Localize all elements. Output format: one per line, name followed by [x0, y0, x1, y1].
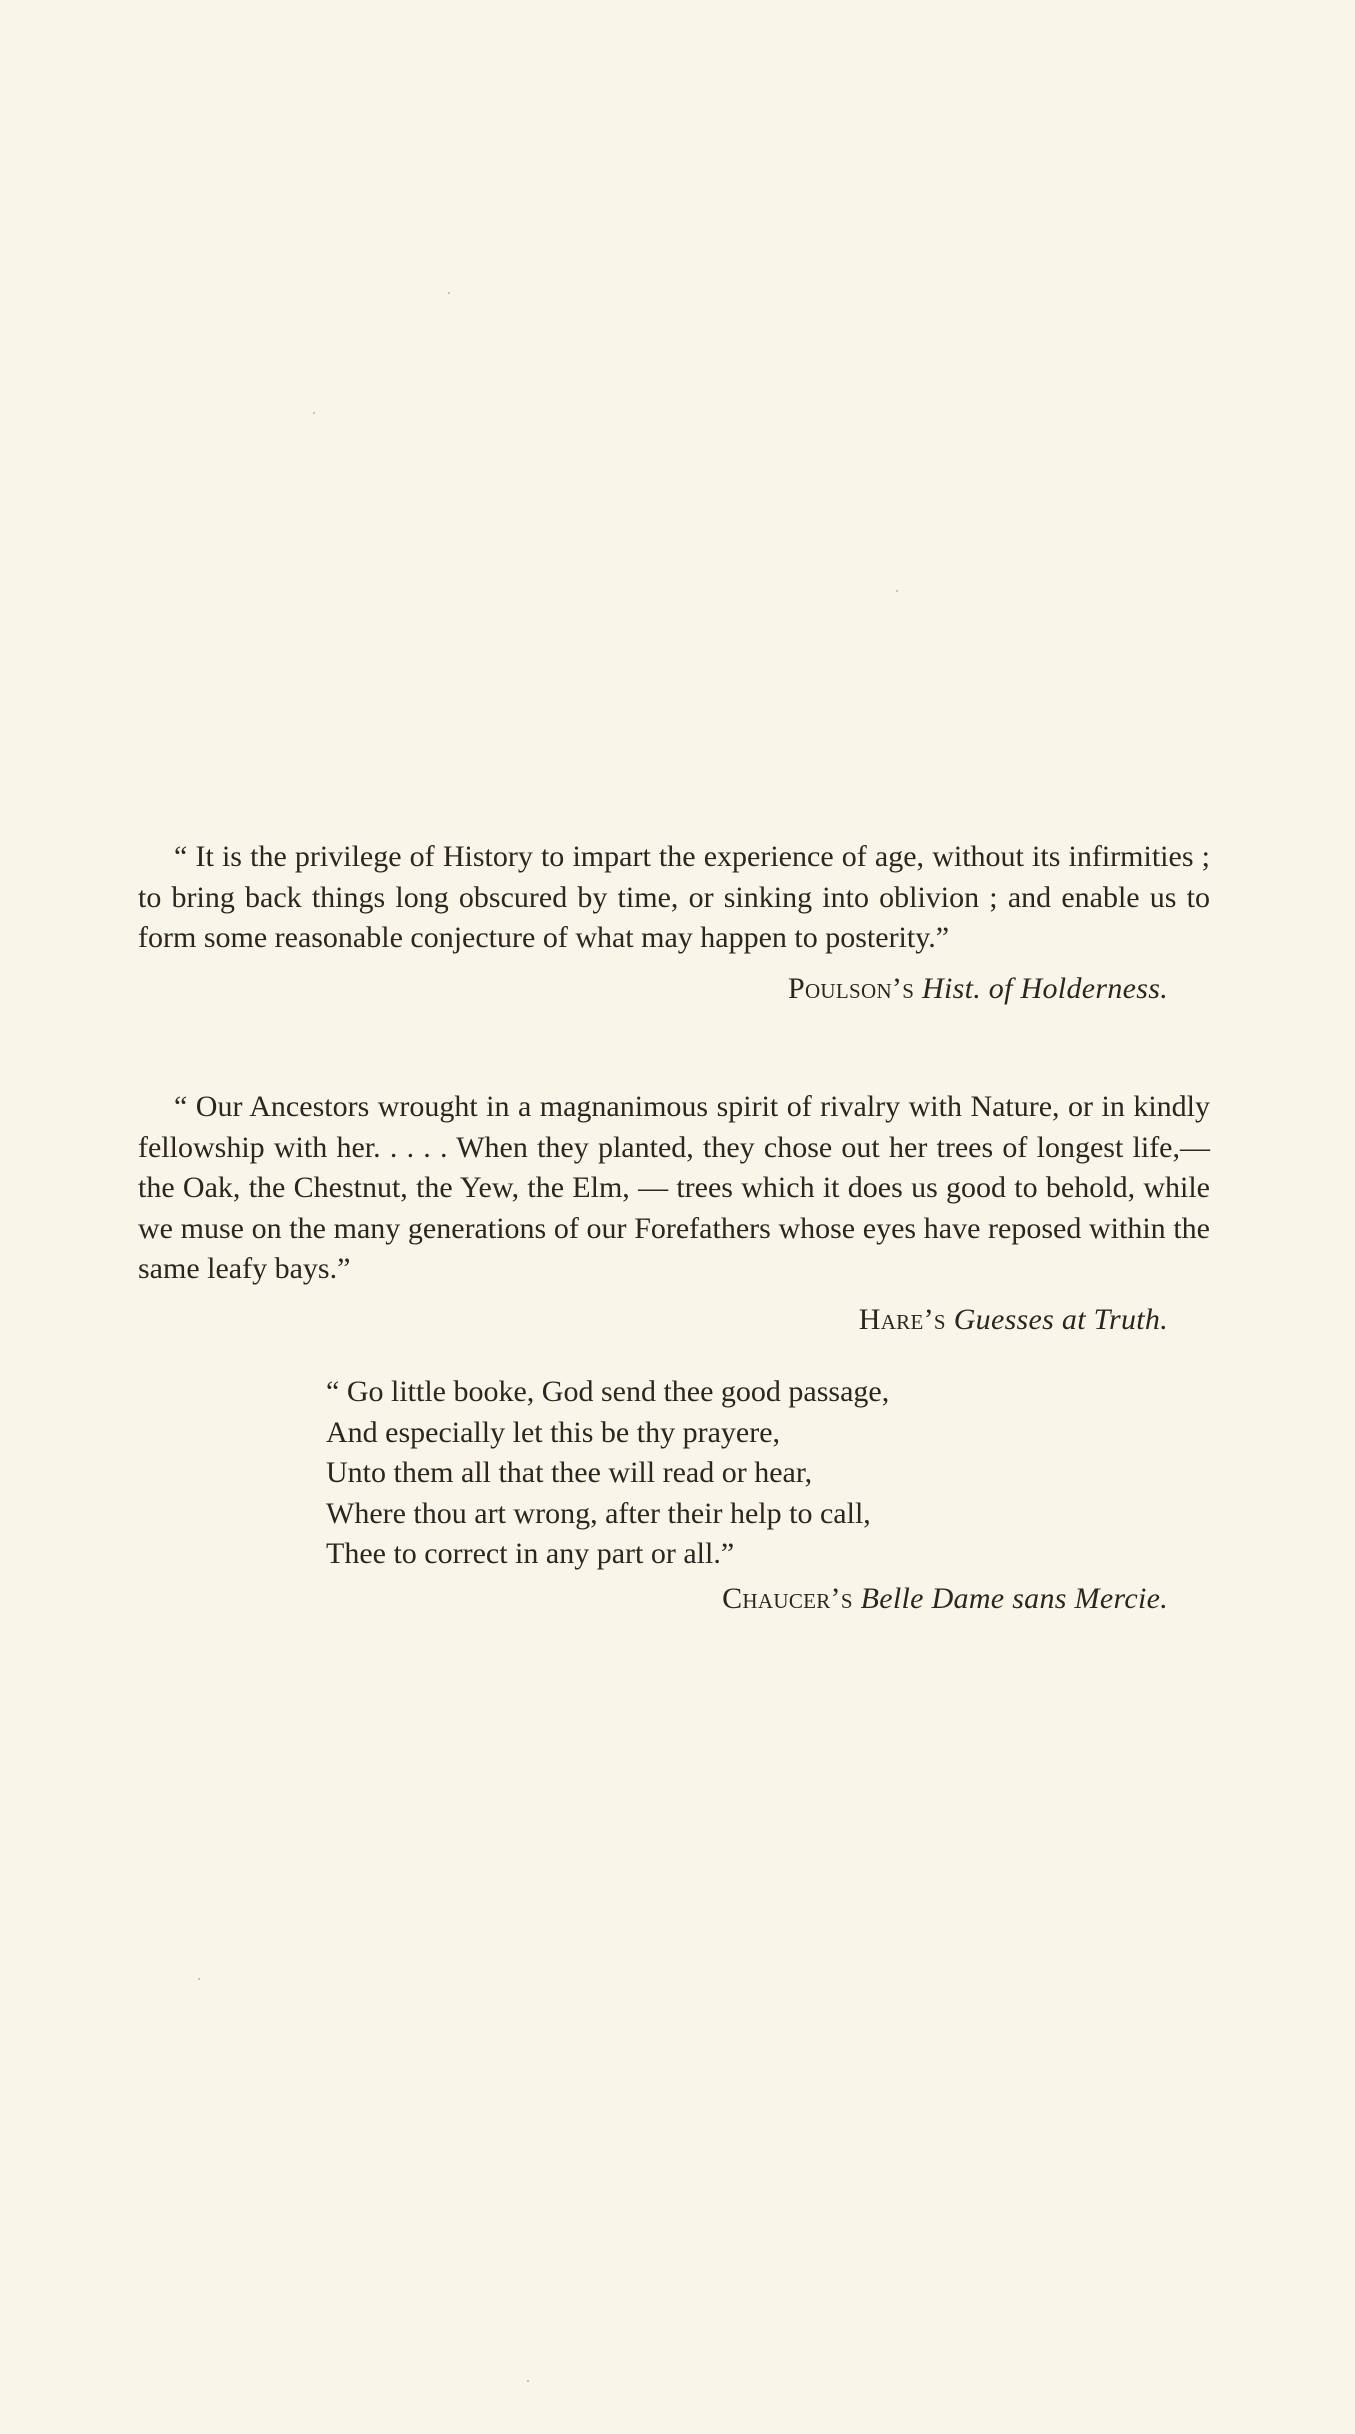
- paper-speck: [198, 1978, 200, 1980]
- quote-ancestors: [138, 1087, 1210, 1340]
- attribution-work: Guesses at Truth.: [953, 1302, 1168, 1336]
- paper-speck: [313, 412, 315, 414]
- verse-line: Thee to correct in any part or all.”: [326, 1537, 735, 1570]
- verse-line: “ Go little booke, God send thee good passage,: [326, 1375, 890, 1408]
- verse-line: Unto them all that thee will read or hear,: [326, 1456, 813, 1489]
- verse-quote: [326, 1372, 1210, 1619]
- paper-speck: [896, 590, 898, 592]
- attribution-author: Hare’s: [858, 1302, 946, 1336]
- verse-attribution: [326, 1579, 1168, 1619]
- quote-history: [138, 837, 1210, 1009]
- attribution-author: Chaucer’s: [722, 1581, 853, 1615]
- quote-text: “ Our Ancestors wrought in a magnanimous spirit of rivalry with Nature, or in kindly fellowship with her. . . . . When they planted, they chose out her trees of longest life,—the Oak, the Chestnut, the Yew, the Elm, — trees which it does us good to behold, while we muse on the many generations of our Forefathers whose eyes have reposed within the same leafy bays.”: [138, 1090, 1210, 1285]
- verse-line: Where thou art wrong, after their help to call,: [326, 1496, 871, 1530]
- quote-attribution: [138, 969, 1168, 1009]
- attribution-work: Belle Dame sans Mercie.: [860, 1581, 1168, 1615]
- attribution-author: Poulson’s: [787, 971, 915, 1005]
- quote-attribution: [138, 1300, 1168, 1340]
- quote-text: “ It is the privilege of History to impart the experience of age, without its infirmities ; to bring back things long obscured by time, or sinking into oblivion ; and enable us to form some reasonable conjecture of what may happen to posterity.”: [138, 840, 1210, 954]
- paper-speck: [448, 292, 450, 294]
- verse-line: And especially let this be thy prayere,: [326, 1415, 781, 1449]
- attribution-work: Hist. of Holderness.: [922, 971, 1168, 1005]
- paper-speck: [527, 2380, 529, 2382]
